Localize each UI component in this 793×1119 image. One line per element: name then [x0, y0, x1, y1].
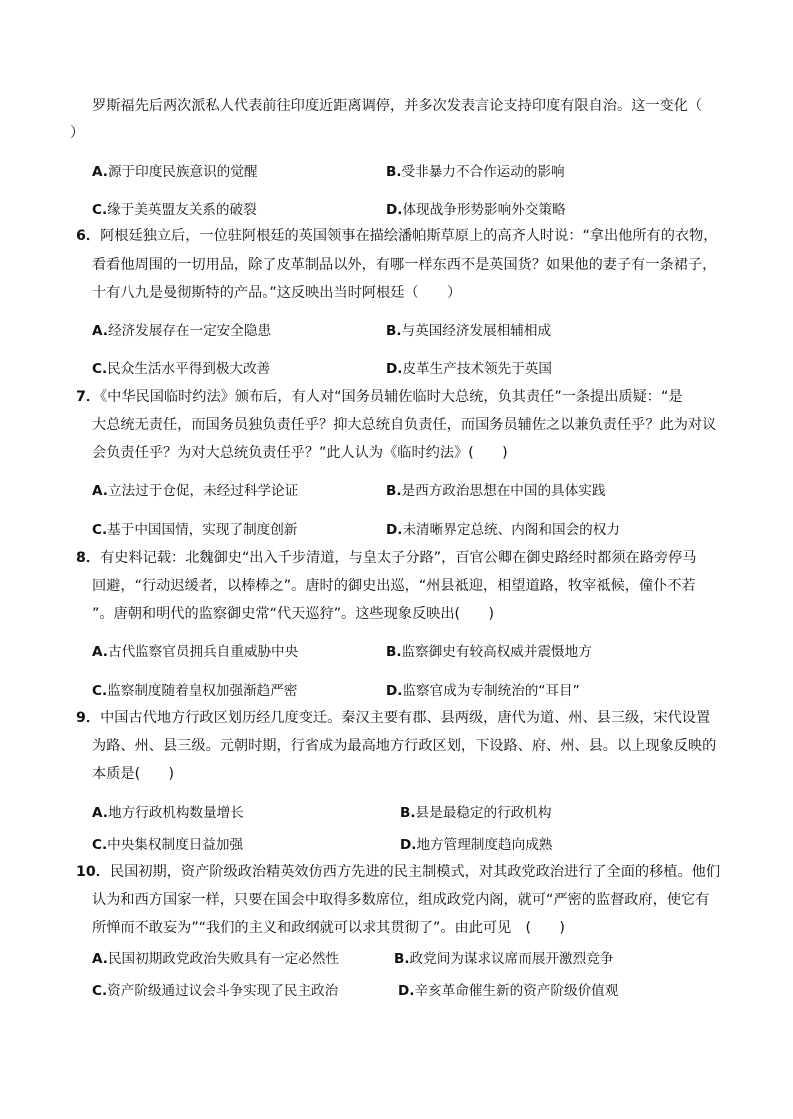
stem-text: 中国古代地方行政区划历经几度变迁。秦汉主要有郡、县两级，唐代为道、州、县三级，宋代设置	[100, 710, 711, 726]
option-label: D.	[386, 522, 403, 538]
question-number: 10．	[76, 864, 110, 880]
question-8-stem-line-2: 回避，“行动迟缓者，以棒棒之”。唐时的御史出巡，“州县祗迎，相望道路，牧宰祗候，僮仆不若	[92, 578, 696, 594]
option-label: D.	[398, 983, 415, 999]
option-text: 县是最稳定的行政机构	[415, 805, 552, 821]
question-6-stem-line-3: 十有八九是曼彻斯特的产品。”这反映出当时阿根廷（ ）	[92, 285, 462, 301]
question-8-option-a[interactable]	[92, 642, 298, 662]
question-number: 9．	[76, 710, 101, 726]
question-6-option-a[interactable]	[92, 321, 271, 341]
option-label: B.	[394, 951, 410, 967]
option-label: B.	[386, 483, 402, 499]
question-9-option-b[interactable]	[400, 803, 551, 823]
option-text: 民国初期政党政治失败具有一定必然性	[107, 951, 340, 967]
option-text: 政党间为谋求议席而展开激烈竞争	[409, 951, 614, 967]
question-number: 6．	[76, 228, 101, 244]
option-text: 监察官成为专制统治的“耳目”	[402, 683, 580, 699]
question-7-option-b[interactable]	[386, 481, 605, 501]
option-label: C.	[92, 361, 108, 377]
option-label: C.	[92, 202, 108, 218]
question-8-option-d[interactable]	[386, 681, 580, 701]
option-label: D.	[386, 683, 403, 699]
option-text: 资产阶级通过议会斗争实现了民主政治	[107, 983, 339, 999]
question-10-stem-line-3: 所惮而不敢妄为”“我们的主义和政纲就可以求其贯彻了”。由此可见 ( )	[92, 920, 565, 936]
question-number: 8．	[76, 550, 101, 566]
option-text: 未清晰界定总统、内阁和国会的权力	[402, 522, 620, 538]
option-text: 基于中国国情，实现了制度创新	[107, 522, 298, 538]
question-9-option-a[interactable]	[92, 803, 244, 823]
question-8-stem-line-1	[76, 548, 696, 568]
option-label: D.	[386, 361, 403, 377]
option-label: B.	[400, 805, 416, 821]
question-7-option-d[interactable]	[386, 520, 620, 540]
option-text: 缘于美英盟友关系的破裂	[107, 202, 257, 218]
question-5-option-a[interactable]	[92, 162, 257, 182]
question-10-stem-line-2: 认为和西方国家一样，只要在国会中取得多数席位，组成政党内阁，就可“严密的监督政府，使它有	[92, 892, 710, 908]
stem-text: 民国初期，资产阶级政治精英效仿西方先进的民主制模式，对其政党政治进行了全面的移植。他们	[109, 864, 721, 880]
question-9-option-d[interactable]	[400, 835, 552, 855]
question-9-option-c[interactable]	[92, 835, 243, 855]
option-text: 地方管理制度趋向成熟	[416, 837, 553, 853]
option-label: A.	[92, 323, 108, 339]
option-text: 体现战争形势影响外交策略	[402, 202, 566, 218]
option-label: A.	[92, 644, 108, 660]
question-number: 7．	[76, 389, 101, 405]
question-9-stem-line-1	[76, 708, 710, 728]
question-6-stem-line-2: 看看他周围的一切用品，除了皮革制品以外，有哪一样东西不是英国货？如果他的妻子有一条裙子，	[92, 257, 717, 273]
option-text: 与英国经济发展相辅相成	[401, 323, 552, 339]
question-8-stem-line-3: ”。唐朝和明代的监察御史常“代天巡狩”。这些现象反映出( )	[92, 606, 494, 622]
option-text: 中央集权制度日益加强	[107, 837, 244, 853]
option-text: 经济发展存在一定安全隐患	[107, 323, 272, 339]
option-label: D.	[400, 837, 417, 853]
question-10-option-d[interactable]	[398, 981, 618, 1001]
option-label: C.	[92, 983, 108, 999]
option-label: B.	[386, 164, 402, 180]
option-label: D.	[386, 202, 403, 218]
question-6-option-d[interactable]	[386, 359, 552, 379]
option-text: 源于印度民族意识的觉醒	[107, 164, 258, 180]
option-text: 地方行政机构数量增长	[107, 805, 244, 821]
question-7-stem-line-3: 会负责任乎？为对大总统负责任乎？”此人认为《临时约法》( )	[92, 445, 508, 461]
question-10-option-a[interactable]	[92, 949, 339, 969]
stem-text: 有史料记载：北魏御史“出入千步清道，与皇太子分路”，百官公卿在御史路经时都须在路旁停马	[100, 550, 697, 566]
option-text: 受非暴力不合作运动的影响	[401, 164, 565, 180]
question-7-option-a[interactable]	[92, 481, 298, 501]
option-text: 民众生活水平得到极大改善	[107, 361, 271, 377]
option-label: A.	[92, 164, 108, 180]
question-9-stem-line-3: 本质是( )	[92, 766, 175, 782]
question-8-option-b[interactable]	[386, 642, 592, 662]
option-text: 监察御史有较高权威并震慑地方	[401, 644, 592, 660]
question-5-option-c[interactable]	[92, 200, 257, 220]
question-5-option-b[interactable]	[386, 162, 565, 182]
stem-text: 阿根廷独立后，一位驻阿根廷的英国领事在描绘潘帕斯草原上的高齐人时说：“拿出他所有的衣物，	[100, 228, 718, 244]
question-10-stem-line-1	[76, 862, 720, 882]
option-text: 立法过于仓促，未经过科学论证	[107, 483, 299, 499]
option-label: A.	[92, 805, 108, 821]
question-10-option-b[interactable]	[394, 949, 613, 969]
question-7-stem-line-2: 大总统无责任，而国务员独负责任乎？抑大总统自负责任，而国务员辅佐之以兼负责任乎？此为对议	[92, 417, 717, 433]
option-label: B.	[386, 644, 402, 660]
question-6-option-c[interactable]	[92, 359, 270, 379]
option-text: 监察制度随着皇权加强渐趋严密	[107, 683, 298, 699]
question-6-stem-line-1	[76, 226, 717, 246]
option-text: 是西方政治思想在中国的具体实践	[401, 483, 606, 499]
option-label: C.	[92, 683, 108, 699]
question-9-stem-line-2: 为路、州、县三级。元朝时期，行省成为最高地方行政区划，下设路、府、州、县。以上现象反映的	[92, 738, 717, 754]
stem-text: 《中华民国临时约法》颁布后，有人对“国务员辅佐临时大总统，负其责任”一条提出质疑：“是	[100, 389, 683, 405]
option-text: 辛亥革命催生新的资产阶级价值观	[414, 983, 619, 999]
question-6-option-b[interactable]	[386, 321, 551, 341]
question-10-option-c[interactable]	[92, 981, 338, 1001]
question-5-stem-line-1: 罗斯福先后两次派私人代表前往印度近距离调停，并多次发表言论支持印度有限自治。这一变化（	[92, 98, 703, 114]
option-label: B.	[386, 323, 402, 339]
option-text: 古代监察官员拥兵自重威胁中央	[107, 644, 299, 660]
question-7-stem-line-1	[76, 387, 683, 407]
question-5-stem-line-2: ）	[70, 125, 85, 141]
question-5-option-d[interactable]	[386, 200, 566, 220]
option-label: A.	[92, 951, 108, 967]
question-8-option-c[interactable]	[92, 681, 297, 701]
option-text: 皮革生产技术领先于英国	[402, 361, 552, 377]
option-label: C.	[92, 522, 108, 538]
option-label: A.	[92, 483, 108, 499]
option-label: C.	[92, 837, 108, 853]
question-7-option-c[interactable]	[92, 520, 297, 540]
